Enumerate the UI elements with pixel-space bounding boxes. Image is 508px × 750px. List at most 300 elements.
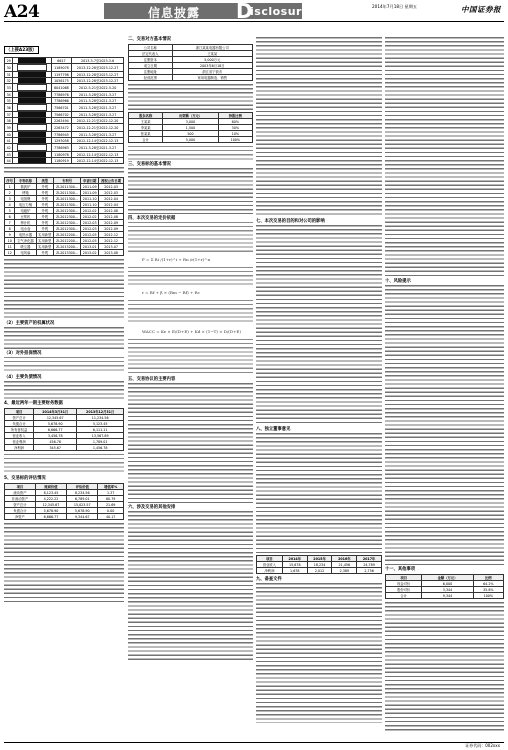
table-cell: 30% — [218, 125, 252, 131]
table-cell: 41 — [5, 138, 13, 144]
column-header: 项目 — [5, 409, 34, 415]
trademark-logo-icon — [18, 152, 46, 157]
table-cell: 1.37 — [98, 490, 124, 496]
table-cell: 7 — [5, 220, 15, 226]
formula: WACC = Ke × E/(D+E) + Kd × (1−T) × D/(D+E) — [142, 329, 241, 334]
trademark-logo-icon — [17, 84, 47, 91]
table-cell: 电热水器 — [15, 232, 36, 238]
column-header: 2013年12月31日 — [77, 409, 124, 415]
table-cell: 外观 — [36, 196, 54, 202]
table-cell: 2012-03 — [99, 190, 124, 196]
section-heading: （2）主要资产的权属状况 — [4, 321, 55, 326]
footer-text: 证券代码：002xxx — [465, 743, 500, 748]
table-cell: 1,500 — [163, 125, 218, 131]
table-cell: 王某某 — [172, 51, 252, 57]
column-header: 项目 — [257, 556, 283, 562]
table-cell: ZL2012300... — [54, 208, 81, 214]
table-cell: 2013-08 — [99, 250, 124, 256]
table-cell: 6,789.01 — [67, 496, 98, 502]
table-cell: 2,012 — [307, 568, 332, 574]
table-cell: 2011-3-28至2021-3-27 — [72, 98, 124, 104]
table-cell: 15,678 — [282, 562, 307, 568]
column-header: 授权公告日期 — [99, 178, 124, 184]
table-cell: 9,344.67 — [67, 514, 98, 520]
table-cell: 3,000 — [163, 119, 218, 125]
table-cell: 2263494 — [51, 118, 72, 124]
text-block — [385, 285, 504, 565]
table-cell: 2,756 — [357, 568, 382, 574]
consideration-table — [385, 574, 504, 599]
table-cell: 1,456.78 — [77, 445, 124, 451]
table-cell: 榨汁机 — [15, 220, 36, 226]
newspaper-logo: 中国证券报 — [461, 5, 501, 14]
text-block — [128, 84, 253, 110]
table-cell: 2012-08 — [99, 208, 124, 214]
table-cell: 7566702 — [51, 112, 72, 118]
table-cell: 1180919 — [51, 158, 72, 164]
table-cell: 张某某 — [129, 131, 163, 137]
table-row — [5, 445, 124, 451]
masthead — [0, 0, 508, 22]
text-block — [385, 37, 504, 277]
formula: P = Σ Ri /(1+r)^i + Rn /r(1+r)^n — [142, 257, 211, 262]
table-cell: 6,666.77 — [35, 514, 66, 520]
table-row — [386, 593, 504, 599]
table-cell: 33 — [5, 84, 13, 92]
trademark-logo-icon — [18, 132, 46, 137]
table-cell: 2012-04 — [99, 202, 124, 208]
table-cell: 外观 — [36, 220, 54, 226]
table-cell: 39 — [5, 124, 13, 132]
table-cell: 2012-09 — [99, 220, 124, 226]
table-cell: 345.67 — [34, 445, 77, 451]
table-cell: 外观 — [36, 214, 54, 220]
table-cell: ZL2012300... — [54, 226, 81, 232]
text-block — [128, 267, 253, 285]
table-cell: 5,123.45 — [77, 421, 124, 427]
table-cell: 资产总计 — [5, 502, 36, 508]
table-cell: 2012-02 — [81, 214, 99, 220]
trademark-image-cell — [13, 138, 51, 144]
table-cell: 29 — [5, 58, 13, 64]
trademark-logo-icon — [18, 158, 46, 163]
table-row — [5, 514, 124, 520]
column-header: 股东名称 — [129, 113, 163, 119]
table-cell: ZL2013200... — [54, 244, 81, 250]
table-cell: 2011-09 — [81, 184, 99, 190]
table-cell: 30 — [5, 64, 13, 72]
text-block — [256, 583, 382, 723]
table-cell: 7566701 — [51, 104, 72, 112]
table-cell: 2013-12-28至2023-12-27 — [72, 64, 124, 72]
table-row — [5, 124, 124, 132]
trademark-logo-icon — [18, 112, 46, 117]
table-cell: 电压力锅 — [15, 202, 36, 208]
table-cell: 6,000 — [422, 581, 473, 587]
column-header: 序号 — [6, 178, 13, 183]
trademark-logo-icon — [18, 72, 46, 77]
profit-forecast-table — [256, 555, 382, 574]
table-cell: 5,000 — [163, 137, 218, 143]
table-cell: 电饭煲 — [15, 196, 36, 202]
trademark-image-cell — [13, 132, 51, 138]
table-cell: 2011-3-28至2021-3-27 — [72, 132, 124, 138]
table-cell: 电风扇 — [15, 250, 36, 256]
text-block — [128, 339, 253, 375]
table-cell: 7786945 — [51, 132, 72, 138]
table-cell: 外观 — [36, 226, 54, 232]
column-4 — [385, 36, 504, 740]
section-heading: 十、风险提示 — [385, 279, 411, 284]
table-cell: 13,567.89 — [77, 433, 124, 439]
trademark-logo-icon — [17, 144, 47, 151]
text-block — [128, 222, 253, 252]
table-cell: 1 — [5, 184, 15, 190]
table-cell: 外观 — [36, 202, 54, 208]
trademark-image-cell — [13, 104, 51, 112]
table-row — [5, 104, 124, 112]
table-cell: 31 — [5, 72, 13, 78]
table-row — [129, 137, 253, 143]
trademark-image-cell — [13, 64, 51, 72]
table-cell: 营业利润 — [5, 439, 34, 445]
table-cell: ZL2011300... — [54, 190, 81, 196]
table-cell: 所有者权益 — [5, 427, 34, 433]
trademark-image-cell — [13, 152, 51, 158]
shareholder-table — [128, 112, 253, 143]
table-cell: 微波炉 — [15, 184, 36, 190]
table-cell: 2012-05 — [81, 238, 99, 244]
trademark-logo-icon — [18, 118, 46, 123]
evaluation-table — [4, 483, 124, 520]
trademark-logo-icon — [18, 78, 46, 83]
table-cell: 44 — [5, 158, 13, 164]
table-cell: 外观 — [36, 208, 54, 214]
table-cell: 21,456 — [332, 562, 357, 568]
table-cell: 4,222.22 — [35, 496, 66, 502]
table-cell: 24,789 — [357, 562, 382, 568]
trademark-image-cell — [13, 72, 51, 78]
table-cell: 现金对价 — [386, 581, 422, 587]
table-cell: 456.78 — [34, 439, 77, 445]
table-cell: 2011-3-28至2021-3-27 — [72, 144, 124, 152]
text-block — [4, 523, 124, 603]
table-cell: 37 — [5, 112, 13, 118]
table-cell: 11 — [5, 244, 15, 250]
table-cell: 2012-12-14至2022-12-13 — [72, 138, 124, 144]
table-cell: 2,389 — [332, 568, 357, 574]
column-header: 增值率% — [98, 484, 124, 490]
table-cell: ZL2011300... — [54, 196, 81, 202]
table-cell: 合计 — [129, 137, 163, 143]
table-cell: 2003年6月18日 — [172, 63, 252, 69]
trademark-image-cell — [13, 84, 51, 92]
table-cell: 合计 — [386, 593, 422, 599]
table-cell: 60.79 — [98, 496, 124, 502]
section-heading: 二、交易对方基本情况 — [128, 37, 171, 42]
text-block — [256, 433, 382, 553]
trademark-logo-icon — [17, 64, 47, 71]
table-cell: 8 — [5, 226, 15, 232]
column-header: 专利号 — [54, 178, 81, 184]
table-row — [5, 144, 124, 152]
table-cell: 0.00 — [98, 508, 124, 514]
table-cell: ZL2013300... — [54, 250, 81, 256]
table-cell: 9 — [5, 232, 15, 238]
section-banner — [104, 0, 310, 23]
table-cell: 40 — [5, 132, 13, 138]
table-cell: 非流动资产 — [5, 496, 36, 502]
column-header: 项目 — [5, 484, 36, 490]
table-cell: 21.69 — [98, 502, 124, 508]
table-cell: 1197798 — [51, 72, 72, 78]
table-cell: 豆浆机 — [15, 214, 36, 220]
table-cell: 2013-02 — [81, 250, 99, 256]
bottom-rule — [4, 742, 504, 743]
table-cell: 家用电器制造、销售 — [172, 75, 252, 81]
column-1 — [4, 36, 124, 740]
section-title-en: isclosure — [250, 5, 310, 18]
table-cell: 2011-09 — [81, 190, 99, 196]
text-block — [128, 168, 253, 214]
table-cell: 3,456.78 — [34, 433, 77, 439]
trademark-image-cell — [13, 98, 51, 104]
table-cell: 2011-3-28至2021-3-27 — [72, 104, 124, 112]
table-cell: 营业收入 — [5, 433, 34, 439]
table-cell: 2012-12-21至2022-12-20 — [72, 118, 124, 124]
section-heading: （4）主要负债情况 — [4, 375, 42, 380]
table-cell: 2011-10 — [81, 202, 99, 208]
text-block — [4, 167, 124, 175]
trademark-logo-icon — [18, 98, 46, 103]
table-cell: 2012-03 — [99, 184, 124, 190]
table-cell: 35 — [5, 98, 13, 104]
column-header: 评估价值 — [67, 484, 98, 490]
table-cell: 实用新型 — [36, 238, 54, 244]
table-cell: 2012-04 — [99, 196, 124, 202]
text-block — [128, 300, 253, 324]
text-block — [4, 454, 124, 474]
table-cell: 12,345.67 — [35, 502, 66, 508]
section-title-cn: 信息披露 — [148, 6, 201, 20]
column-header: 2016年 — [332, 556, 357, 562]
table-cell: 流动资产 — [5, 490, 36, 496]
table-cell: 2013-3-7至2023-3-6 — [72, 58, 124, 64]
text-block — [128, 383, 253, 503]
table-cell: 12,345.67 — [34, 415, 77, 421]
table-cell: 注册资本 — [129, 57, 173, 63]
table-cell: 15,023.57 — [67, 502, 98, 508]
column-header: 比例 — [473, 575, 503, 581]
counterparty-info-table — [128, 44, 253, 81]
table-cell: 100% — [218, 137, 252, 143]
table-cell: 2012-12-21至2022-12-20 — [72, 124, 124, 132]
table-row — [5, 84, 124, 92]
table-row — [129, 75, 253, 81]
table-cell: 实用新型 — [36, 232, 54, 238]
text-block — [4, 357, 124, 373]
patent-table — [4, 177, 124, 256]
table-cell: 100% — [473, 593, 503, 599]
trademark-image-cell — [13, 58, 51, 64]
section-heading: 5、交易标的评估情况 — [4, 476, 46, 481]
table-cell: 股份对价 — [386, 587, 422, 593]
trademark-logo-icon — [17, 124, 47, 131]
top-rule — [4, 21, 504, 22]
table-cell: 60% — [218, 119, 252, 125]
trademark-table — [4, 57, 124, 164]
table-cell: 42 — [5, 144, 13, 152]
continuation-label: （上接A23版） — [6, 48, 37, 53]
section-heading: 八、独立董事意见 — [256, 427, 291, 432]
table-cell: 外观 — [36, 250, 54, 256]
column-header: 2017年 — [357, 556, 382, 562]
table-cell: 2012-03 — [81, 226, 99, 232]
section-heading: 十一、其他事项 — [385, 567, 416, 572]
section-title-initial: D — [236, 0, 253, 23]
table-cell: 10% — [218, 131, 252, 137]
section-heading: 七、本次交易的目的和对公司的影响 — [256, 219, 325, 224]
table-cell: 6,666.77 — [34, 427, 77, 433]
table-cell: 1189078 — [51, 64, 72, 72]
trademark-image-cell — [13, 112, 51, 118]
table-cell: 3,344 — [422, 587, 473, 593]
table-cell: 2012-08 — [99, 214, 124, 220]
table-cell: 3 — [5, 196, 15, 202]
table-cell: 注册地址 — [129, 69, 173, 75]
table-cell: 经营范围 — [129, 75, 173, 81]
table-cell: 浙江省宁波市 — [172, 69, 252, 75]
table-cell: 8,234.56 — [67, 490, 98, 496]
table-cell: 2013-12-28至2023-12-27 — [72, 78, 124, 84]
table-cell: 12 — [5, 250, 15, 256]
table-cell: 8,123.45 — [35, 490, 66, 496]
table-cell: 负债合计 — [5, 421, 34, 427]
table-cell: 6617 — [51, 58, 72, 64]
table-cell: 36 — [5, 104, 13, 112]
column-header: 持股比例 — [218, 113, 252, 119]
table-cell: 电水壶 — [15, 226, 36, 232]
table-cell: ZL2012200... — [54, 232, 81, 238]
column-header: 2015年 — [307, 556, 332, 562]
table-cell: 2263472 — [51, 124, 72, 132]
column-header: 2014年 — [282, 556, 307, 562]
table-cell: 法定代表人 — [129, 51, 173, 57]
table-cell: 2011-3-28至2021-3-27 — [72, 112, 124, 118]
table-cell: 2013-01 — [81, 244, 99, 250]
table-row — [5, 250, 124, 256]
column-header: 专利名称 — [15, 178, 36, 184]
table-cell: 6,111.11 — [77, 427, 124, 433]
table-cell: 4 — [5, 202, 15, 208]
column-header: 类型 — [36, 178, 54, 184]
table-cell: 6 — [5, 214, 15, 220]
table-row — [257, 568, 382, 574]
table-cell: 2011-3-28至2021-3-27 — [72, 92, 124, 98]
text-block — [256, 225, 382, 425]
table-cell: 2012-05 — [81, 232, 99, 238]
formula: r = Rf + β × (Rm − Rf) + Rc — [142, 290, 200, 295]
section-heading: 九、备查文件 — [256, 577, 282, 582]
table-cell: 7786963 — [51, 144, 72, 152]
table-cell: 负债合计 — [5, 508, 36, 514]
table-cell: 10 — [5, 238, 15, 244]
text-block — [128, 511, 253, 661]
trademark-image-cell — [13, 92, 51, 98]
table-cell: 净利润 — [5, 445, 34, 451]
table-cell: ZL2012300... — [54, 220, 81, 226]
column-header: 金额（万元） — [422, 575, 473, 581]
table-cell: 40.17 — [98, 514, 124, 520]
table-cell: 烤箱 — [15, 190, 36, 196]
trademark-image-cell — [13, 144, 51, 152]
table-cell: 5,000万元 — [172, 57, 252, 63]
table-cell: ZL2011300... — [54, 202, 81, 208]
table-cell: 5 — [5, 208, 15, 214]
table-cell: 2 — [5, 190, 15, 196]
table-cell: 11,234.56 — [77, 415, 124, 421]
table-cell: 34 — [5, 92, 13, 98]
text-block — [128, 146, 253, 160]
table-cell: 2012-09 — [99, 226, 124, 232]
table-cell: 资产总计 — [5, 415, 34, 421]
table-cell: 5,678.90 — [35, 508, 66, 514]
table-cell: 外观 — [36, 190, 54, 196]
table-cell: 2012-5-21至2022-5-20 — [72, 84, 124, 92]
table-cell: 38 — [5, 118, 13, 124]
table-cell: 9,344 — [422, 593, 473, 599]
table-cell: 5,678.90 — [67, 508, 98, 514]
table-cell: 2012-12 — [99, 238, 124, 244]
section-heading: 六、涉及交易的其他安排 — [128, 505, 176, 510]
column-2 — [128, 36, 253, 740]
table-cell: 2013-12-28至2023-12-27 — [72, 72, 124, 78]
section-heading: 四、本次交易的定价依据 — [128, 216, 176, 221]
section-heading: （3）对外担保情况 — [4, 351, 42, 356]
table-cell: 外观 — [36, 184, 54, 190]
table-cell: 李某某 — [129, 125, 163, 131]
table-cell: ZL2011300... — [54, 184, 81, 190]
table-cell: 空气净化器 — [15, 238, 36, 244]
table-cell: 营业收入 — [257, 562, 283, 568]
table-cell: 2012-12-14至2022-12-13 — [72, 158, 124, 164]
section-heading: 五、交易协议的主要内容 — [128, 377, 176, 382]
table-cell: 净资产 — [5, 514, 36, 520]
financial-table — [4, 408, 124, 451]
trademark-image-cell — [13, 78, 51, 84]
column-header: 项目 — [386, 575, 422, 581]
column-header: 申请日期 — [81, 178, 99, 184]
text-block — [256, 37, 382, 217]
trademark-logo-icon — [18, 138, 46, 143]
table-cell: 2011-10 — [81, 196, 99, 202]
table-cell: 2012-12 — [99, 232, 124, 238]
table-cell: 成立日期 — [129, 63, 173, 69]
table-cell: 5,678.90 — [34, 421, 77, 427]
page-number: A24 — [4, 2, 40, 22]
text-block — [385, 602, 504, 732]
table-cell: 1180978 — [51, 152, 72, 158]
table-cell: 王某某 — [129, 119, 163, 125]
table-cell: 7786966 — [51, 98, 72, 104]
table-cell: 2012-03 — [81, 220, 99, 226]
table-cell: 公司名称 — [129, 45, 173, 51]
table-cell: 1,678 — [282, 568, 307, 574]
table-cell: ZL2012300... — [54, 214, 81, 220]
table-cell: 7786976 — [51, 92, 72, 98]
text-block — [4, 327, 124, 349]
table-cell: 电磁炉 — [15, 208, 36, 214]
